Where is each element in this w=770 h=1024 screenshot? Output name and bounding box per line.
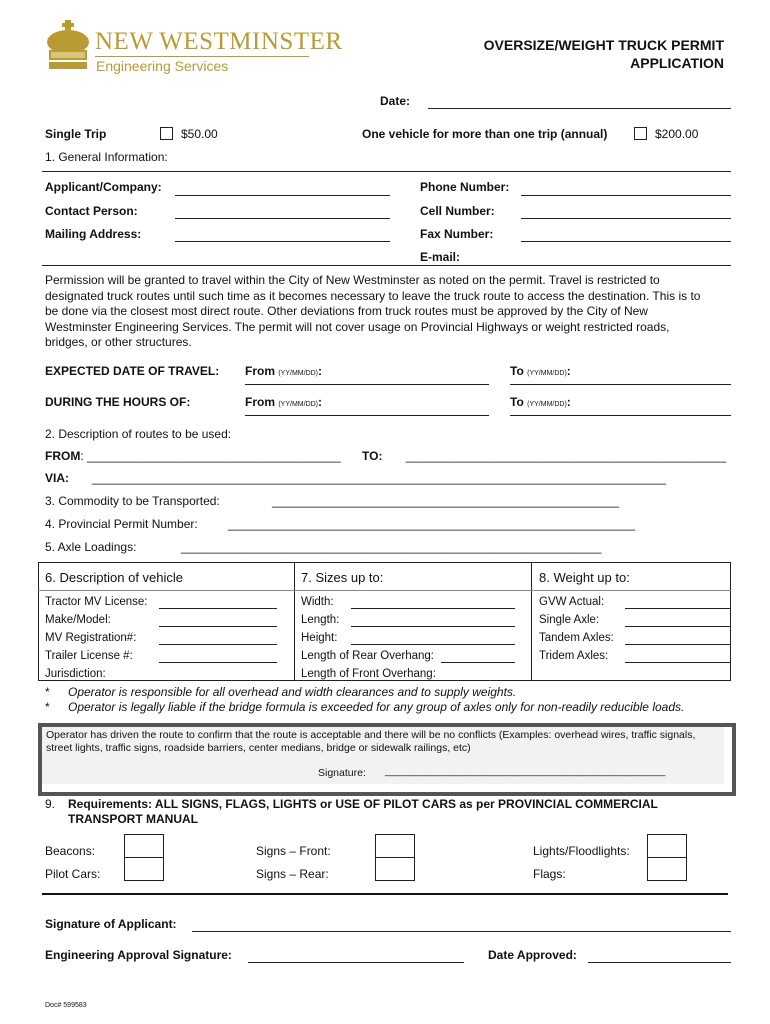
cell-label: Cell Number: [420, 204, 495, 218]
flags-box[interactable] [647, 857, 687, 881]
operator-text: Operator has driven the route to confirm that the route is acceptable and there will be no conflicts (Examples: overhead wires, traffic signals, street lights, traffic signs, roadside barriers, center medians, bridge or sidewalk railings, etc) [46, 729, 696, 754]
lights-box[interactable] [647, 834, 687, 858]
tandem-axles-label: Tandem Axles: [539, 632, 614, 644]
logo-subtitle: Engineering Services [96, 58, 229, 74]
commodity-field[interactable]: ____________________________________________________ [272, 494, 620, 508]
date-approved-label: Date Approved: [488, 948, 577, 962]
mv-registration-label: MV Registration#: [45, 632, 137, 644]
applicant-signature-label: Signature of Applicant: [45, 917, 177, 931]
route-via-field[interactable]: ______________________________________________________________________________________ [92, 471, 666, 485]
single-trip-label: Single Trip [45, 127, 107, 141]
pilot-cars-label: Pilot Cars: [45, 867, 101, 881]
beacons-label: Beacons: [45, 844, 96, 858]
beacons-box[interactable] [124, 834, 164, 858]
annual-price: $200.00 [655, 127, 699, 141]
permission-text: Permission will be granted to travel within the City of New Westminster as noted on the permit. Travel is restricted to designated truck routes until such time as it becomes necessary to leave the truck route to access the destination. This is to be done via the closest most direct route. Other deviations from truck routes must be approved by the City of New Westminster Engineering Services. The permit will not cover usage on Provincial Highways or weight restricted roads, bridges, or other structures. [45, 273, 701, 349]
section-2-heading: 2. Description of routes to be used: [45, 427, 232, 441]
single-trip-checkbox[interactable] [160, 127, 173, 140]
expected-from-field[interactable] [245, 384, 489, 385]
fax-field[interactable] [521, 241, 731, 242]
trailer-license-label: Trailer License #: [45, 650, 133, 662]
hours-to-label: To (YY/MM/DD): [510, 395, 571, 409]
trailer-license-field[interactable] [159, 662, 277, 663]
section-9-number: 9. [45, 797, 56, 811]
width-label: Width: [301, 596, 334, 608]
expected-to-label: To (YY/MM/DD): [510, 364, 571, 378]
contact-person-label: Contact Person: [45, 204, 138, 218]
signs-front-label: Signs – Front: [256, 844, 331, 858]
applicant-company-field[interactable] [175, 195, 390, 196]
date-label: Date: [380, 94, 411, 108]
annual-checkbox[interactable] [634, 127, 647, 140]
height-field[interactable] [351, 644, 515, 645]
lights-label: Lights/Floodlights: [533, 844, 630, 858]
fax-label: Fax Number: [420, 227, 494, 241]
make-model-field[interactable] [159, 626, 277, 627]
mailing-address-label: Mailing Address: [45, 227, 142, 241]
flags-label: Flags: [533, 867, 566, 881]
axle-loadings-field[interactable]: _______________________________________________________________ [181, 540, 602, 554]
signs-front-box[interactable] [375, 834, 415, 858]
date-approved-field[interactable] [588, 962, 731, 963]
crown-icon [45, 20, 91, 72]
single-trip-price: $50.00 [181, 127, 218, 141]
signs-rear-box[interactable] [375, 857, 415, 881]
expected-from-label: From (YY/MM/DD): [245, 364, 323, 378]
sizes-heading: 7. Sizes up to: [301, 570, 384, 585]
gvw-label: GVW Actual: [539, 596, 605, 608]
gvw-field[interactable] [625, 608, 731, 609]
provincial-permit-field[interactable]: _____________________________________________________________ [228, 517, 636, 531]
applicant-signature-field[interactable] [192, 931, 731, 932]
tandem-axles-field[interactable] [625, 644, 731, 645]
form-title-2: APPLICATION [630, 55, 724, 71]
expected-date-label: EXPECTED DATE OF TRAVEL: [45, 364, 220, 378]
jurisdiction-label: Jurisdiction: [45, 668, 106, 680]
section-9-heading: Requirements: ALL SIGNS, FLAGS, LIGHTS or USE OF PILOT CARS as per PROVINCIAL COMMERCIAL TRANSPORT MANUAL [68, 797, 658, 826]
signs-rear-label: Signs – Rear: [256, 867, 329, 881]
mv-registration-field[interactable] [159, 644, 277, 645]
tractor-license-field[interactable] [159, 608, 277, 609]
front-overhang-label: Length of Front Overhang: [301, 668, 436, 680]
vehicle-desc-heading: 6. Description of vehicle [45, 570, 184, 585]
phone-field[interactable] [521, 195, 731, 196]
engineering-approval-field[interactable] [248, 962, 464, 963]
section-1-heading: 1. General Information: [45, 150, 168, 164]
route-via-label: VIA: [45, 471, 69, 485]
operator-signature-label: Signature: [318, 767, 366, 779]
doc-number: Doc# 599583 [45, 1002, 87, 1009]
note-1: Operator is responsible for all overhead and width clearances and to supply weights. [68, 685, 517, 699]
height-label: Height: [301, 632, 338, 644]
width-field[interactable] [351, 608, 515, 609]
logo [45, 20, 343, 75]
length-label: Length: [301, 614, 340, 626]
date-field[interactable] [428, 108, 731, 109]
annual-label: One vehicle for more than one trip (annual) [362, 127, 608, 141]
make-model-label: Make/Model: [45, 614, 111, 626]
contact-person-field[interactable] [175, 218, 390, 219]
phone-label: Phone Number: [420, 180, 510, 194]
rear-overhang-label: Length of Rear Overhang: [301, 650, 434, 662]
cell-field[interactable] [521, 218, 731, 219]
tridem-axles-label: Tridem Axles: [539, 650, 609, 662]
single-axle-field[interactable] [625, 626, 731, 627]
operator-signature-field[interactable]: ________________________________________________ [385, 765, 666, 777]
logo-title: NEW WESTMINSTER [95, 28, 343, 55]
rear-overhang-field[interactable] [441, 662, 515, 663]
email-label: E-mail: [420, 250, 461, 264]
note-star-2: * [45, 700, 50, 714]
section-3-heading: 3. Commodity to be Transported: [45, 494, 220, 508]
applicant-company-label: Applicant/Company: [45, 180, 162, 194]
hours-label: DURING THE HOURS OF: [45, 395, 191, 409]
weight-heading: 8. Weight up to: [539, 570, 630, 585]
expected-to-field[interactable] [510, 384, 731, 385]
tridem-axles-field[interactable] [625, 662, 731, 663]
mailing-address-field[interactable] [175, 241, 390, 242]
section-5-heading: 5. Axle Loadings: [45, 540, 137, 554]
section-4-heading: 4. Provincial Permit Number: [45, 517, 198, 531]
note-2: Operator is legally liable if the bridge formula is exceeded for any group of axles only for non-readily reducible loads. [68, 700, 685, 714]
length-field[interactable] [351, 626, 515, 627]
note-star-1: * [45, 685, 50, 699]
route-from-row[interactable]: FROM: ______________________________________ [45, 449, 341, 463]
divider [42, 893, 728, 895]
single-axle-label: Single Axle: [539, 614, 600, 626]
hours-to-field[interactable] [510, 415, 731, 416]
pilot-cars-box[interactable] [124, 857, 164, 881]
engineering-approval-label: Engineering Approval Signature: [45, 948, 232, 962]
form-title-1: OVERSIZE/WEIGHT TRUCK PERMIT [483, 37, 724, 53]
hours-from-field[interactable] [245, 415, 489, 416]
hours-from-label: From (YY/MM/DD): [245, 395, 323, 409]
route-to-row[interactable]: TO: ________________________________________________ [362, 449, 727, 463]
tractor-license-label: Tractor MV License: [45, 596, 148, 608]
